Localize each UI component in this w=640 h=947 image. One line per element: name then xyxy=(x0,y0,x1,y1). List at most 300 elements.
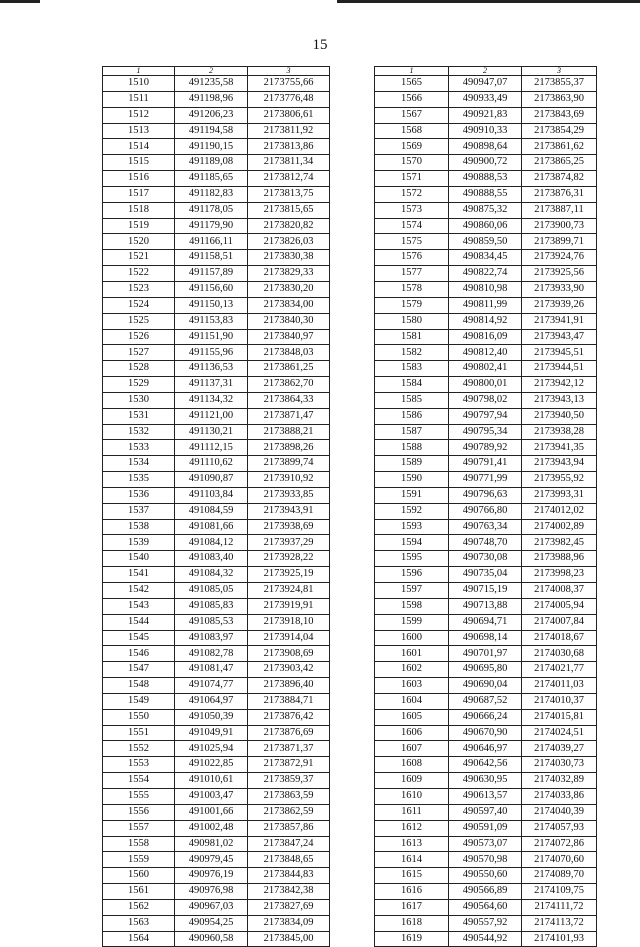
y-coordinate-cell: 2173899,71 xyxy=(522,234,597,250)
point-number-cell: 1529 xyxy=(103,377,175,393)
table-row xyxy=(375,741,597,757)
table-row xyxy=(375,107,597,123)
point-number-cell: 1518 xyxy=(103,202,175,218)
table-row xyxy=(103,630,330,646)
x-coordinate-cell: 490748,70 xyxy=(449,535,522,551)
table-row xyxy=(375,171,597,187)
table-row xyxy=(375,868,597,884)
y-coordinate-cell: 2173806,61 xyxy=(248,107,330,123)
y-coordinate-cell: 2173813,75 xyxy=(248,186,330,202)
x-coordinate-cell: 491179,90 xyxy=(175,218,248,234)
x-coordinate-cell: 490979,45 xyxy=(175,852,248,868)
y-coordinate-cell: 2173876,42 xyxy=(248,709,330,725)
table-row xyxy=(375,899,597,915)
point-number-cell: 1556 xyxy=(103,804,175,820)
x-coordinate-cell: 491206,23 xyxy=(175,107,248,123)
x-coordinate-cell: 491189,08 xyxy=(175,155,248,171)
x-coordinate-cell: 491112,15 xyxy=(175,440,248,456)
point-number-cell: 1609 xyxy=(375,773,449,789)
header-cell: 2 xyxy=(449,67,522,76)
table-row xyxy=(103,297,330,313)
table-row xyxy=(375,91,597,107)
top-border-line-left xyxy=(0,0,40,3)
x-coordinate-cell: 490960,58 xyxy=(175,931,248,947)
x-coordinate-cell: 490834,45 xyxy=(449,250,522,266)
x-coordinate-cell: 490613,57 xyxy=(449,788,522,804)
x-coordinate-cell: 490860,06 xyxy=(449,218,522,234)
table-row xyxy=(375,345,597,361)
x-coordinate-cell: 491190,15 xyxy=(175,139,248,155)
x-coordinate-cell: 490947,07 xyxy=(449,76,522,92)
x-coordinate-cell: 490550,60 xyxy=(449,868,522,884)
point-number-cell: 1581 xyxy=(375,329,449,345)
table-row xyxy=(375,820,597,836)
y-coordinate-cell: 2173955,92 xyxy=(522,472,597,488)
y-coordinate-cell: 2173945,51 xyxy=(522,345,597,361)
x-coordinate-cell: 491121,00 xyxy=(175,408,248,424)
table-row xyxy=(103,567,330,583)
y-coordinate-cell: 2173900,73 xyxy=(522,218,597,234)
point-number-cell: 1586 xyxy=(375,408,449,424)
y-coordinate-cell: 2173942,12 xyxy=(522,377,597,393)
x-coordinate-cell: 490763,34 xyxy=(449,519,522,535)
point-number-cell: 1618 xyxy=(375,915,449,931)
table-row xyxy=(103,868,330,884)
table-row xyxy=(103,503,330,519)
y-coordinate-cell: 2173811,92 xyxy=(248,123,330,139)
y-coordinate-cell: 2173910,92 xyxy=(248,472,330,488)
y-coordinate-cell: 2173834,09 xyxy=(248,915,330,931)
point-number-cell: 1528 xyxy=(103,361,175,377)
y-coordinate-cell: 2173944,51 xyxy=(522,361,597,377)
point-number-cell: 1538 xyxy=(103,519,175,535)
y-coordinate-cell: 2173876,69 xyxy=(248,725,330,741)
y-coordinate-cell: 2173940,50 xyxy=(522,408,597,424)
table-row xyxy=(103,377,330,393)
point-number-cell: 1611 xyxy=(375,804,449,820)
table-row xyxy=(375,757,597,773)
point-number-cell: 1553 xyxy=(103,757,175,773)
x-coordinate-cell: 490789,92 xyxy=(449,440,522,456)
x-coordinate-cell: 491194,58 xyxy=(175,123,248,139)
point-number-cell: 1604 xyxy=(375,693,449,709)
point-number-cell: 1577 xyxy=(375,266,449,282)
table-row xyxy=(375,123,597,139)
point-number-cell: 1592 xyxy=(375,503,449,519)
table-row xyxy=(375,519,597,535)
point-number-cell: 1591 xyxy=(375,487,449,503)
point-number-cell: 1517 xyxy=(103,186,175,202)
point-number-cell: 1562 xyxy=(103,899,175,915)
point-number-cell: 1515 xyxy=(103,155,175,171)
y-coordinate-cell: 2173840,30 xyxy=(248,313,330,329)
x-coordinate-cell: 491085,53 xyxy=(175,614,248,630)
point-number-cell: 1550 xyxy=(103,709,175,725)
y-coordinate-cell: 2173925,19 xyxy=(248,567,330,583)
x-coordinate-cell: 490812,40 xyxy=(449,345,522,361)
point-number-cell: 1575 xyxy=(375,234,449,250)
table-row xyxy=(103,76,330,92)
x-coordinate-cell: 490859,50 xyxy=(449,234,522,250)
point-number-cell: 1580 xyxy=(375,313,449,329)
y-coordinate-cell: 2174005,94 xyxy=(522,598,597,614)
page-number: 15 xyxy=(312,37,328,53)
y-coordinate-cell: 2173943,94 xyxy=(522,456,597,472)
point-number-cell: 1601 xyxy=(375,646,449,662)
point-number-cell: 1612 xyxy=(375,820,449,836)
table-row xyxy=(375,202,597,218)
x-coordinate-cell: 490735,04 xyxy=(449,567,522,583)
table-row xyxy=(375,693,597,709)
x-coordinate-cell: 491235,58 xyxy=(175,76,248,92)
table-row xyxy=(103,456,330,472)
x-coordinate-cell: 490690,04 xyxy=(449,678,522,694)
x-coordinate-cell: 490898,64 xyxy=(449,139,522,155)
point-number-cell: 1510 xyxy=(103,76,175,92)
y-coordinate-cell: 2173933,90 xyxy=(522,281,597,297)
y-coordinate-cell: 2173888,21 xyxy=(248,424,330,440)
table-row xyxy=(103,741,330,757)
y-coordinate-cell: 2174030,68 xyxy=(522,646,597,662)
table-row xyxy=(103,836,330,852)
x-coordinate-cell: 490933,49 xyxy=(449,91,522,107)
x-coordinate-cell: 491084,12 xyxy=(175,535,248,551)
table-row xyxy=(103,408,330,424)
table-row xyxy=(375,931,597,947)
x-coordinate-cell: 491130,21 xyxy=(175,424,248,440)
point-number-cell: 1560 xyxy=(103,868,175,884)
header-row xyxy=(375,67,597,76)
x-coordinate-cell: 490670,90 xyxy=(449,725,522,741)
x-coordinate-cell: 490921,83 xyxy=(449,107,522,123)
x-coordinate-cell: 491136,53 xyxy=(175,361,248,377)
x-coordinate-cell: 491157,89 xyxy=(175,266,248,282)
table-row xyxy=(375,662,597,678)
x-coordinate-cell: 491010,61 xyxy=(175,773,248,789)
table-row xyxy=(375,361,597,377)
y-coordinate-cell: 2173862,59 xyxy=(248,804,330,820)
point-number-cell: 1590 xyxy=(375,472,449,488)
y-coordinate-cell: 2173939,26 xyxy=(522,297,597,313)
point-number-cell: 1557 xyxy=(103,820,175,836)
y-coordinate-cell: 2173829,33 xyxy=(248,266,330,282)
point-number-cell: 1545 xyxy=(103,630,175,646)
table-row xyxy=(103,281,330,297)
table-row xyxy=(375,535,597,551)
x-coordinate-cell: 490791,41 xyxy=(449,456,522,472)
point-number-cell: 1513 xyxy=(103,123,175,139)
table-row xyxy=(375,472,597,488)
y-coordinate-cell: 2174033,86 xyxy=(522,788,597,804)
table-row xyxy=(375,250,597,266)
point-number-cell: 1582 xyxy=(375,345,449,361)
point-number-cell: 1616 xyxy=(375,884,449,900)
y-coordinate-cell: 2173903,42 xyxy=(248,662,330,678)
point-number-cell: 1521 xyxy=(103,250,175,266)
y-coordinate-cell: 2173943,47 xyxy=(522,329,597,345)
y-coordinate-cell: 2173826,03 xyxy=(248,234,330,250)
y-coordinate-cell: 2173864,33 xyxy=(248,392,330,408)
point-number-cell: 1596 xyxy=(375,567,449,583)
x-coordinate-cell: 490967,03 xyxy=(175,899,248,915)
y-coordinate-cell: 2173854,29 xyxy=(522,123,597,139)
y-coordinate-cell: 2174021,77 xyxy=(522,662,597,678)
point-number-cell: 1578 xyxy=(375,281,449,297)
table-row xyxy=(103,725,330,741)
point-number-cell: 1613 xyxy=(375,836,449,852)
table-row xyxy=(103,202,330,218)
x-coordinate-cell: 490573,07 xyxy=(449,836,522,852)
y-coordinate-cell: 2174008,37 xyxy=(522,583,597,599)
y-coordinate-cell: 2174072,86 xyxy=(522,836,597,852)
table-row xyxy=(375,377,597,393)
point-number-cell: 1552 xyxy=(103,741,175,757)
header-cell: 2 xyxy=(175,67,248,76)
x-coordinate-cell: 490544,92 xyxy=(449,931,522,947)
top-border-line-right xyxy=(337,0,640,3)
table-row xyxy=(103,250,330,266)
y-coordinate-cell: 2173815,65 xyxy=(248,202,330,218)
y-coordinate-cell: 2173820,82 xyxy=(248,218,330,234)
point-number-cell: 1532 xyxy=(103,424,175,440)
table-row xyxy=(103,646,330,662)
y-coordinate-cell: 2173943,13 xyxy=(522,392,597,408)
point-number-cell: 1606 xyxy=(375,725,449,741)
x-coordinate-cell: 490976,98 xyxy=(175,884,248,900)
point-number-cell: 1559 xyxy=(103,852,175,868)
x-coordinate-cell: 490713,88 xyxy=(449,598,522,614)
x-coordinate-cell: 491182,83 xyxy=(175,186,248,202)
y-coordinate-cell: 2173938,69 xyxy=(248,519,330,535)
point-number-cell: 1533 xyxy=(103,440,175,456)
point-number-cell: 1615 xyxy=(375,868,449,884)
y-coordinate-cell: 2173928,22 xyxy=(248,551,330,567)
x-coordinate-cell: 490698,14 xyxy=(449,630,522,646)
y-coordinate-cell: 2173871,47 xyxy=(248,408,330,424)
y-coordinate-cell: 2174057,93 xyxy=(522,820,597,836)
table-row xyxy=(103,884,330,900)
point-number-cell: 1534 xyxy=(103,456,175,472)
point-number-cell: 1522 xyxy=(103,266,175,282)
x-coordinate-cell: 491050,39 xyxy=(175,709,248,725)
x-coordinate-cell: 490816,09 xyxy=(449,329,522,345)
point-number-cell: 1574 xyxy=(375,218,449,234)
y-coordinate-cell: 2174030,73 xyxy=(522,757,597,773)
y-coordinate-cell: 2173998,23 xyxy=(522,567,597,583)
x-coordinate-cell: 491166,11 xyxy=(175,234,248,250)
table-row xyxy=(103,519,330,535)
point-number-cell: 1565 xyxy=(375,76,449,92)
x-coordinate-cell: 490771,99 xyxy=(449,472,522,488)
x-coordinate-cell: 490687,52 xyxy=(449,693,522,709)
header-cell: 1 xyxy=(375,67,449,76)
y-coordinate-cell: 2173861,25 xyxy=(248,361,330,377)
x-coordinate-cell: 491110,62 xyxy=(175,456,248,472)
x-coordinate-cell: 491025,94 xyxy=(175,741,248,757)
table-row xyxy=(375,266,597,282)
table-row xyxy=(375,155,597,171)
y-coordinate-cell: 2173918,10 xyxy=(248,614,330,630)
y-coordinate-cell: 2173941,91 xyxy=(522,313,597,329)
x-coordinate-cell: 490564,60 xyxy=(449,899,522,915)
x-coordinate-cell: 491081,47 xyxy=(175,662,248,678)
x-coordinate-cell: 490888,53 xyxy=(449,171,522,187)
point-number-cell: 1543 xyxy=(103,598,175,614)
point-number-cell: 1566 xyxy=(375,91,449,107)
y-coordinate-cell: 2174040,39 xyxy=(522,804,597,820)
table-row xyxy=(103,583,330,599)
y-coordinate-cell: 2173993,31 xyxy=(522,487,597,503)
point-number-cell: 1564 xyxy=(103,931,175,947)
point-number-cell: 1576 xyxy=(375,250,449,266)
table-row xyxy=(375,392,597,408)
table-row xyxy=(103,440,330,456)
point-number-cell: 1585 xyxy=(375,392,449,408)
y-coordinate-cell: 2173941,35 xyxy=(522,440,597,456)
y-coordinate-cell: 2173862,70 xyxy=(248,377,330,393)
table-row xyxy=(375,297,597,313)
y-coordinate-cell: 2173840,97 xyxy=(248,329,330,345)
header-cell: 3 xyxy=(522,67,597,76)
table-row xyxy=(375,329,597,345)
table-row xyxy=(375,551,597,567)
x-coordinate-cell: 490888,55 xyxy=(449,186,522,202)
x-coordinate-cell: 490910,33 xyxy=(449,123,522,139)
table-row xyxy=(375,456,597,472)
point-number-cell: 1567 xyxy=(375,107,449,123)
table-row xyxy=(103,931,330,947)
point-number-cell: 1536 xyxy=(103,487,175,503)
header-row xyxy=(103,67,330,76)
y-coordinate-cell: 2173896,40 xyxy=(248,678,330,694)
y-coordinate-cell: 2173914,04 xyxy=(248,630,330,646)
y-coordinate-cell: 2173848,03 xyxy=(248,345,330,361)
y-coordinate-cell: 2173857,86 xyxy=(248,820,330,836)
x-coordinate-cell: 491083,97 xyxy=(175,630,248,646)
point-number-cell: 1549 xyxy=(103,693,175,709)
point-number-cell: 1520 xyxy=(103,234,175,250)
y-coordinate-cell: 2174070,60 xyxy=(522,852,597,868)
point-number-cell: 1605 xyxy=(375,709,449,725)
table-row xyxy=(103,662,330,678)
y-coordinate-cell: 2173861,62 xyxy=(522,139,597,155)
x-coordinate-cell: 490715,19 xyxy=(449,583,522,599)
table-row xyxy=(103,234,330,250)
table-row xyxy=(375,646,597,662)
x-coordinate-cell: 490810,98 xyxy=(449,281,522,297)
x-coordinate-cell: 491156,60 xyxy=(175,281,248,297)
x-coordinate-cell: 491074,77 xyxy=(175,678,248,694)
y-coordinate-cell: 2173813,86 xyxy=(248,139,330,155)
point-number-cell: 1568 xyxy=(375,123,449,139)
y-coordinate-cell: 2173982,45 xyxy=(522,535,597,551)
y-coordinate-cell: 2174113,72 xyxy=(522,915,597,931)
table-row xyxy=(103,757,330,773)
table-row xyxy=(375,186,597,202)
table-row xyxy=(103,487,330,503)
table-row xyxy=(375,408,597,424)
table-row xyxy=(103,678,330,694)
x-coordinate-cell: 490701,97 xyxy=(449,646,522,662)
point-number-cell: 1572 xyxy=(375,186,449,202)
header-cell: 1 xyxy=(103,67,175,76)
point-number-cell: 1530 xyxy=(103,392,175,408)
point-number-cell: 1555 xyxy=(103,788,175,804)
y-coordinate-cell: 2173884,71 xyxy=(248,693,330,709)
x-coordinate-cell: 490796,63 xyxy=(449,487,522,503)
point-number-cell: 1607 xyxy=(375,741,449,757)
x-coordinate-cell: 491134,32 xyxy=(175,392,248,408)
point-number-cell: 1619 xyxy=(375,931,449,947)
point-number-cell: 1617 xyxy=(375,899,449,915)
table-row xyxy=(103,598,330,614)
table-row xyxy=(103,171,330,187)
table-row xyxy=(103,773,330,789)
table-row xyxy=(375,852,597,868)
x-coordinate-cell: 491178,05 xyxy=(175,202,248,218)
point-number-cell: 1569 xyxy=(375,139,449,155)
y-coordinate-cell: 2173933,85 xyxy=(248,487,330,503)
x-coordinate-cell: 491153,83 xyxy=(175,313,248,329)
x-coordinate-cell: 491049,91 xyxy=(175,725,248,741)
x-coordinate-cell: 490695,80 xyxy=(449,662,522,678)
header-cell: 3 xyxy=(248,67,330,76)
x-coordinate-cell: 491085,83 xyxy=(175,598,248,614)
point-number-cell: 1561 xyxy=(103,884,175,900)
table-row xyxy=(375,139,597,155)
point-number-cell: 1558 xyxy=(103,836,175,852)
y-coordinate-cell: 2173938,28 xyxy=(522,424,597,440)
table-row xyxy=(103,155,330,171)
table-row xyxy=(375,583,597,599)
point-number-cell: 1526 xyxy=(103,329,175,345)
table-row xyxy=(103,472,330,488)
x-coordinate-cell: 490766,80 xyxy=(449,503,522,519)
y-coordinate-cell: 2174111,72 xyxy=(522,899,597,915)
table-row xyxy=(375,804,597,820)
table-row xyxy=(103,266,330,282)
table-row xyxy=(103,139,330,155)
x-coordinate-cell: 490694,71 xyxy=(449,614,522,630)
x-coordinate-cell: 490814,92 xyxy=(449,313,522,329)
x-coordinate-cell: 490591,09 xyxy=(449,820,522,836)
point-number-cell: 1587 xyxy=(375,424,449,440)
point-number-cell: 1614 xyxy=(375,852,449,868)
table-row xyxy=(103,852,330,868)
y-coordinate-cell: 2174024,51 xyxy=(522,725,597,741)
y-coordinate-cell: 2173937,29 xyxy=(248,535,330,551)
table-row xyxy=(103,551,330,567)
table-row xyxy=(103,313,330,329)
x-coordinate-cell: 490646,97 xyxy=(449,741,522,757)
point-number-cell: 1540 xyxy=(103,551,175,567)
x-coordinate-cell: 491155,96 xyxy=(175,345,248,361)
table-row xyxy=(375,773,597,789)
y-coordinate-cell: 2173887,11 xyxy=(522,202,597,218)
table-row xyxy=(103,804,330,820)
y-coordinate-cell: 2173925,56 xyxy=(522,266,597,282)
table-row xyxy=(103,424,330,440)
table-row xyxy=(103,899,330,915)
x-coordinate-cell: 490900,72 xyxy=(449,155,522,171)
table-row xyxy=(375,440,597,456)
table-row xyxy=(103,788,330,804)
x-coordinate-cell: 491084,32 xyxy=(175,567,248,583)
x-coordinate-cell: 491002,48 xyxy=(175,820,248,836)
y-coordinate-cell: 2173847,24 xyxy=(248,836,330,852)
table-row xyxy=(103,535,330,551)
y-coordinate-cell: 2174032,89 xyxy=(522,773,597,789)
